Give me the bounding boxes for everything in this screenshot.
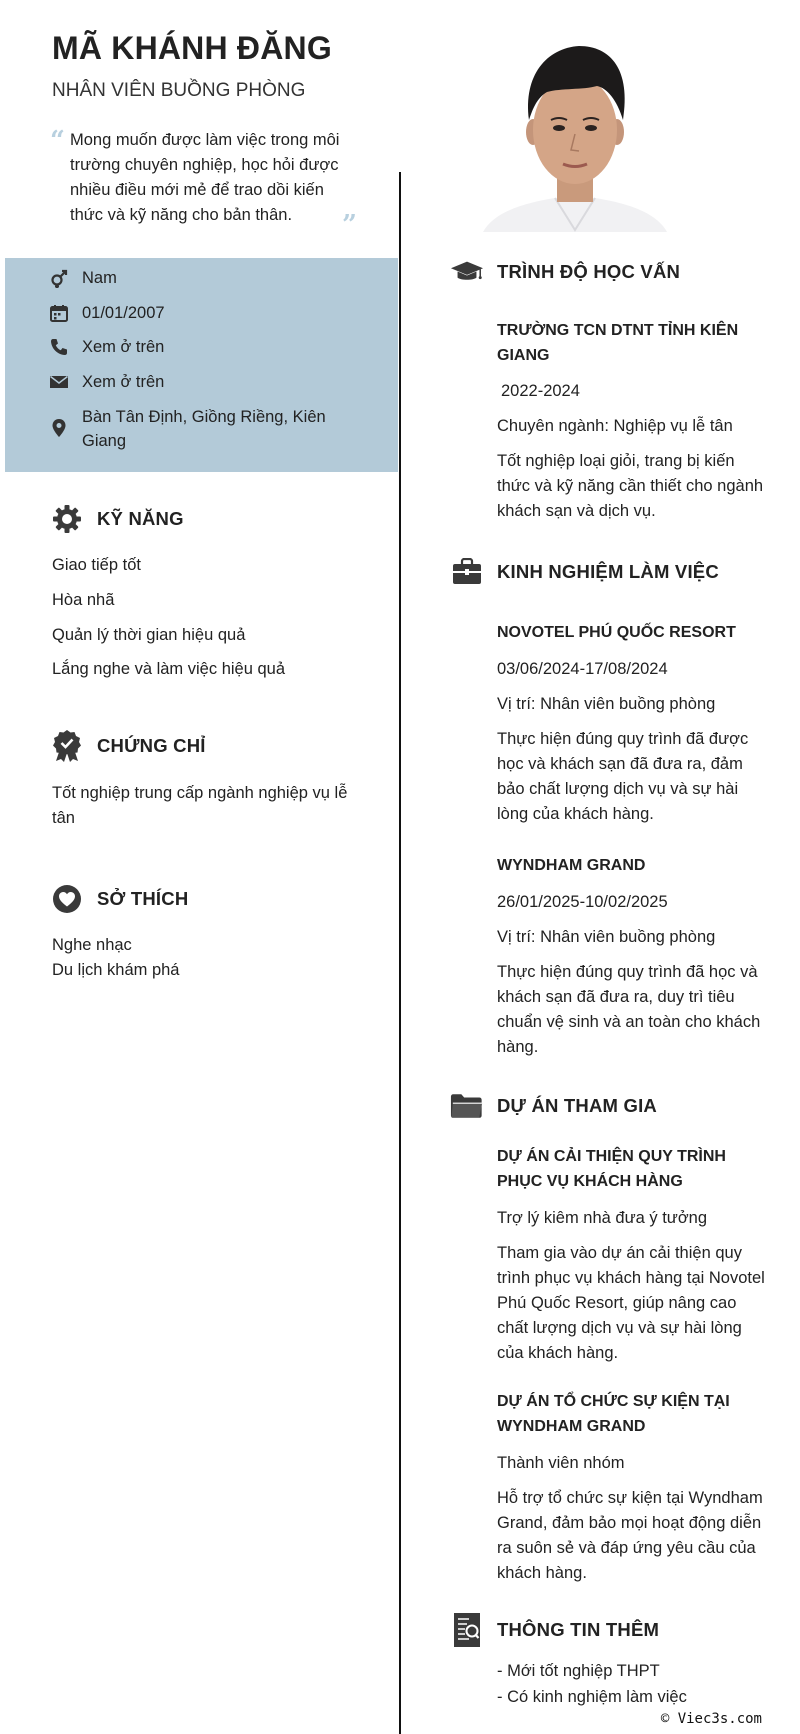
contact-address: Bàn Tân Định, Giồng Riềng, Kiên Giang (48, 405, 352, 453)
contact-birthday: 01/01/2007 (48, 301, 352, 325)
skill-item: Lắng nghe và làm việc hiệu quả (52, 660, 285, 678)
hobby-item: Nghe nhạc (52, 936, 132, 954)
additional-item: - Có kinh nghiệm làm việc (497, 1688, 687, 1706)
document-search-icon (450, 1613, 484, 1647)
job-company: WYNDHAM GRAND (497, 857, 646, 874)
candidate-name: MÃ KHÁNH ĐĂNG (52, 30, 332, 66)
education-period: 2022-2024 (501, 382, 580, 400)
location-pin-icon (48, 417, 70, 439)
job-company: NOVOTEL PHÚ QUỐC RESORT (497, 624, 736, 641)
skill-item: Giao tiếp tốt (52, 556, 141, 574)
calendar-icon (48, 302, 70, 324)
certificate-badge-icon (50, 729, 84, 763)
watermark: © Viec3s.com (660, 1711, 762, 1727)
skill-item: Hòa nhã (52, 591, 115, 609)
project-description: Tham gia vào dự án cải thiện quy trình phục vụ khách hàng tại Novotel Phú Quốc Resort, giúp nâng cao chất lượng dịch vụ và sự hài lòng của khách hàng. (497, 1244, 765, 1362)
job-period: 03/06/2024-17/08/2024 (497, 660, 668, 678)
hobby-item: Du lịch khám phá (52, 961, 180, 979)
education-heading: TRÌNH ĐỘ HỌC VẤN (450, 255, 680, 289)
project-description: Hỗ trợ tổ chức sự kiện tại Wyndham Grand, đảm bảo mọi hoạt động diễn ra suôn sẻ và đáp ứng yêu cầu của khách hàng. (497, 1489, 763, 1582)
additional-info-heading: THÔNG TIN THÊM (450, 1613, 659, 1647)
additional-item: - Mới tốt nghiệp THPT (497, 1662, 660, 1680)
column-divider (399, 172, 401, 1734)
hobbies-heading: SỞ THÍCH (50, 882, 188, 916)
graduation-cap-icon (450, 255, 484, 289)
education-major: Chuyên ngành: Nghiệp vụ lễ tân (497, 417, 733, 435)
projects-heading: DỰ ÁN THAM GIA (450, 1089, 657, 1123)
contact-phone: Xem ở trên (48, 335, 352, 359)
quote-close-mark: ” (342, 210, 357, 240)
profile-photo (475, 30, 675, 232)
project-name: DỰ ÁN TỔ CHỨC SỰ KIỆN TẠI WYNDHAM GRAND (497, 1393, 730, 1435)
project-role: Trợ lý kiêm nhà đưa ý tưởng (497, 1209, 708, 1227)
experience-heading: KINH NGHIỆM LÀM VIỆC (450, 555, 719, 589)
gear-icon (50, 502, 84, 536)
contact-gender: Nam (48, 266, 352, 290)
job-title: NHÂN VIÊN BUỒNG PHÒNG (52, 80, 306, 101)
job-period: 26/01/2025-10/02/2025 (497, 893, 668, 911)
education-description: Tốt nghiệp loại giỏi, trang bị kiến thức và kỹ năng cần thiết cho ngành khách sạn và dịch vụ. (497, 452, 764, 520)
project-name: DỰ ÁN CẢI THIỆN QUY TRÌNH PHỤC VỤ KHÁCH HÀNG (497, 1148, 726, 1190)
skills-heading: KỸ NĂNG (50, 502, 184, 536)
objective-text: Mong muốn được làm việc trong môi trường chuyên nghiệp, học hỏi được nhiều điều mới mẻ để trao dồi kiến thức và kỹ năng cho bản thân. (70, 131, 340, 224)
job-position: Vị trí: Nhân viên buồng phòng (497, 928, 716, 946)
skill-item: Quản lý thời gian hiệu quả (52, 626, 246, 644)
job-position: Vị trí: Nhân viên buồng phòng (497, 695, 716, 713)
project-role: Thành viên nhóm (497, 1454, 625, 1472)
envelope-icon (48, 371, 70, 393)
phone-icon (48, 336, 70, 358)
job-description: Thực hiện đúng quy trình đã học và khách sạn đã đưa ra, duy trì tiêu chuẩn vệ sinh và an toàn cho khách hàng. (497, 963, 761, 1056)
certificate-item: Tốt nghiệp trung cấp ngành nghiệp vụ lễ tân (52, 784, 348, 827)
briefcase-icon (450, 555, 484, 589)
gender-icon (48, 267, 70, 289)
contact-email: Xem ở trên (48, 370, 352, 394)
education-school: TRƯỜNG TCN DTNT TỈNH KIÊN GIANG (497, 322, 739, 364)
heart-icon (50, 882, 84, 916)
certificates-heading: CHỨNG CHỈ (50, 729, 206, 763)
folder-icon (450, 1089, 484, 1123)
job-description: Thực hiện đúng quy trình đã được học và khách sạn đã đưa ra, đảm bảo chất lượng dịch vụ và sự hài lòng của khách hàng. (497, 730, 749, 823)
quote-open-mark: “ (50, 126, 65, 156)
